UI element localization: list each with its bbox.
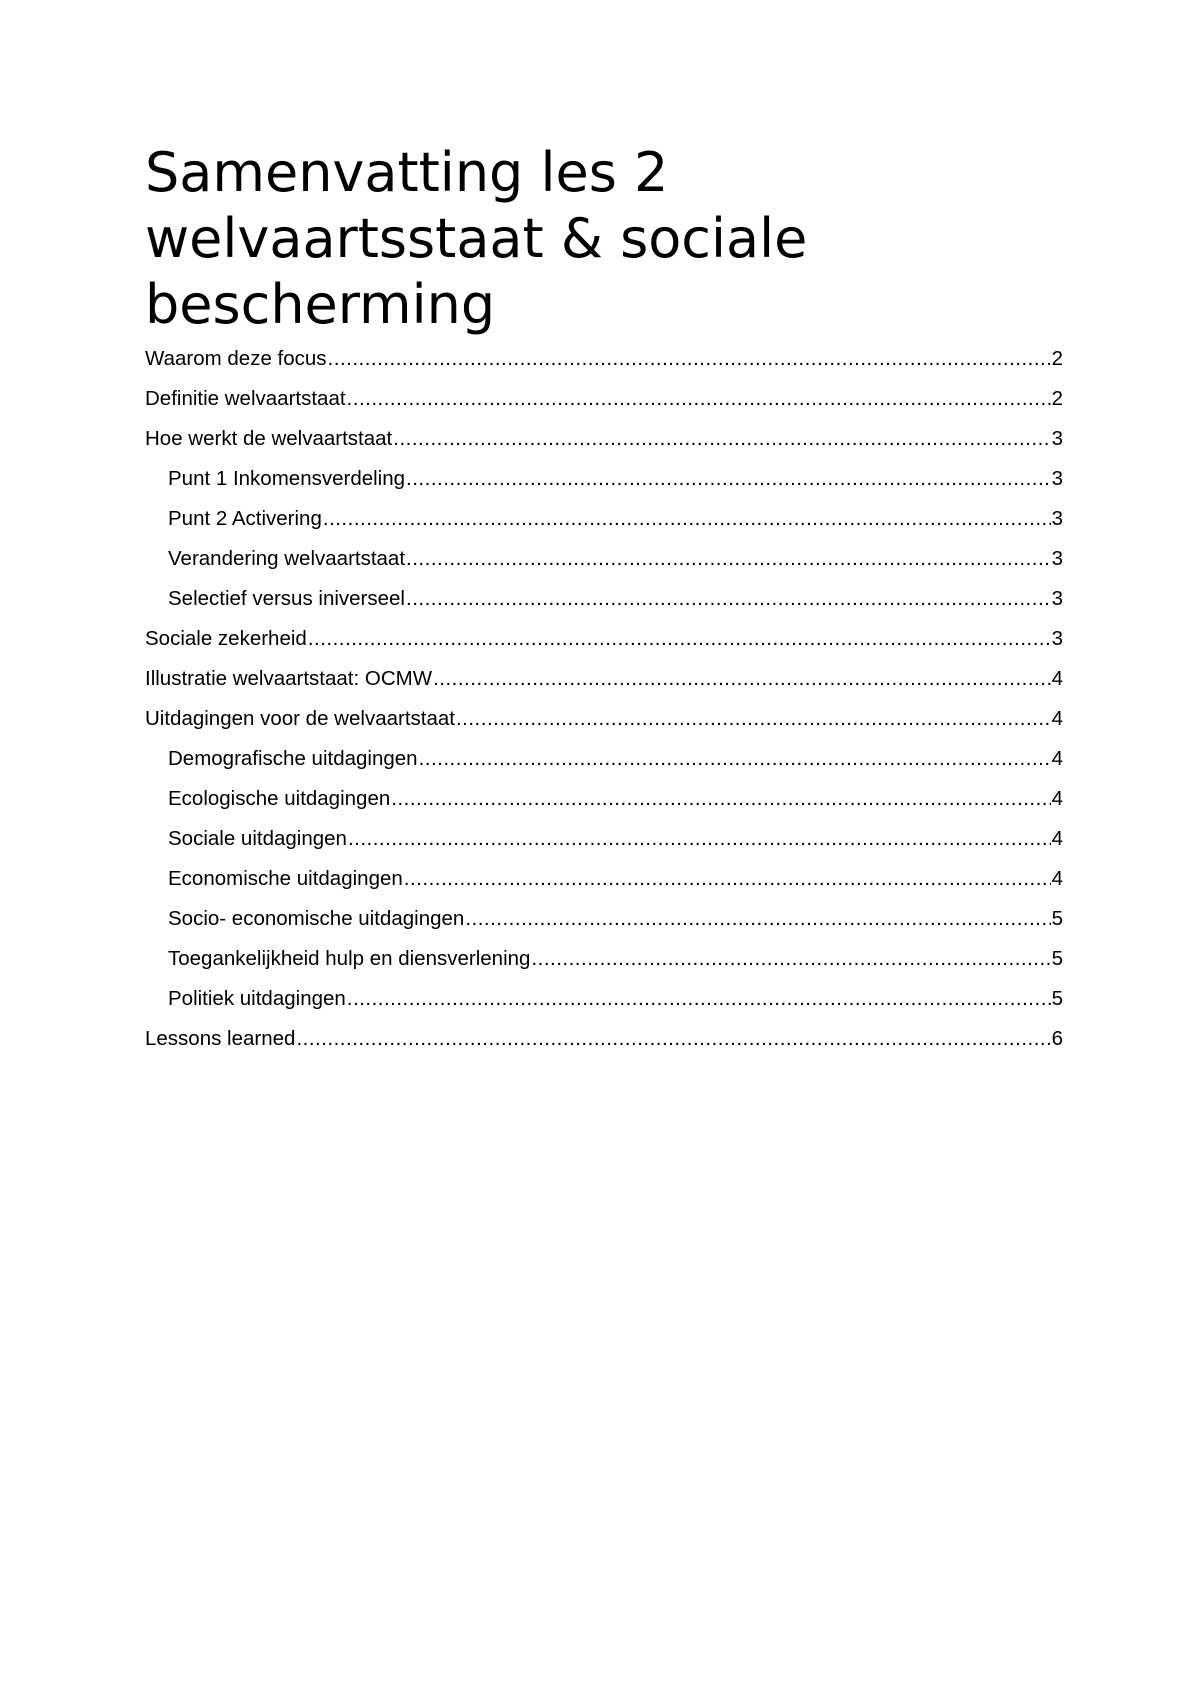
toc-entry-label: Selectief versus iniverseel bbox=[168, 587, 405, 610]
toc-entry-label: Waarom deze focus bbox=[145, 347, 327, 370]
toc-dot-leader bbox=[348, 819, 1051, 859]
toc-entry[interactable] bbox=[145, 819, 1063, 859]
toc-dot-leader bbox=[308, 619, 1051, 659]
toc-entry-page-number: 4 bbox=[1051, 827, 1063, 850]
toc-entry-label: Definitie welvaartstaat bbox=[145, 387, 346, 410]
toc-entry-page-number: 4 bbox=[1051, 667, 1063, 690]
toc-entry-label: Punt 2 Activering bbox=[168, 507, 322, 530]
title-line: bescherming bbox=[145, 273, 496, 336]
toc-entry-label: Ecologische uitdagingen bbox=[168, 787, 391, 810]
toc-dot-leader bbox=[406, 579, 1051, 619]
toc-entry[interactable] bbox=[145, 939, 1063, 979]
toc-entry-label: Economische uitdagingen bbox=[168, 867, 403, 890]
toc-entry[interactable] bbox=[145, 1019, 1063, 1059]
toc-entry-label: Illustratie welvaartstaat: OCMW bbox=[145, 667, 433, 690]
toc-entry[interactable] bbox=[145, 659, 1063, 699]
toc-entry-page-number: 3 bbox=[1051, 427, 1063, 450]
toc-dot-leader bbox=[323, 499, 1051, 539]
toc-entry[interactable] bbox=[145, 459, 1063, 499]
toc-dot-leader bbox=[456, 699, 1051, 739]
toc-entry-label: Toegankelijkheid hulp en diensverlening bbox=[168, 947, 531, 970]
toc-entry-label: Verandering welvaartstaat bbox=[168, 547, 406, 570]
toc-dot-leader bbox=[347, 979, 1051, 1019]
toc-entry[interactable] bbox=[145, 619, 1063, 659]
toc-entry-label: Demografische uitdagingen bbox=[168, 747, 418, 770]
toc-entry-page-number: 4 bbox=[1051, 707, 1063, 730]
toc-dot-leader bbox=[433, 659, 1051, 699]
toc-entry-label: Socio- economische uitdagingen bbox=[168, 907, 465, 930]
toc-entry-page-number: 3 bbox=[1051, 627, 1063, 650]
toc-entry-page-number: 3 bbox=[1051, 547, 1063, 570]
title-line: Samenvatting les 2 bbox=[145, 141, 669, 204]
toc-entry-label: Hoe werkt de welvaartstaat bbox=[145, 427, 393, 450]
toc-entry-page-number: 5 bbox=[1051, 987, 1063, 1010]
toc-dot-leader bbox=[328, 339, 1051, 379]
toc-entry-page-number: 3 bbox=[1051, 467, 1063, 490]
toc-entry[interactable] bbox=[145, 539, 1063, 579]
toc-entry-page-number: 4 bbox=[1051, 747, 1063, 770]
toc-entry-label: Lessons learned bbox=[145, 1027, 296, 1050]
toc-entry-label: Punt 1 Inkomensverdeling bbox=[168, 467, 406, 490]
document-title bbox=[145, 140, 1065, 338]
toc-dot-leader bbox=[404, 859, 1051, 899]
toc-entry[interactable] bbox=[145, 499, 1063, 539]
toc-entry-page-number: 3 bbox=[1051, 587, 1063, 610]
toc-entry-label: Sociale zekerheid bbox=[145, 627, 307, 650]
toc-entry[interactable] bbox=[145, 579, 1063, 619]
toc-dot-leader bbox=[391, 779, 1050, 819]
toc-entry[interactable] bbox=[145, 419, 1063, 459]
toc-dot-leader bbox=[419, 739, 1051, 779]
table-of-contents bbox=[145, 339, 1063, 1059]
toc-entry[interactable] bbox=[145, 779, 1063, 819]
toc-dot-leader bbox=[531, 939, 1050, 979]
toc-entry-page-number: 2 bbox=[1051, 387, 1063, 410]
toc-dot-leader bbox=[347, 379, 1051, 419]
toc-entry-page-number: 3 bbox=[1051, 507, 1063, 530]
toc-entry[interactable] bbox=[145, 379, 1063, 419]
toc-entry[interactable] bbox=[145, 979, 1063, 1019]
toc-entry-page-number: 4 bbox=[1051, 787, 1063, 810]
toc-dot-leader bbox=[465, 899, 1050, 939]
toc-entry-page-number: 4 bbox=[1051, 867, 1063, 890]
toc-entry[interactable] bbox=[145, 899, 1063, 939]
toc-entry[interactable] bbox=[145, 739, 1063, 779]
title-line: welvaartsstaat & sociale bbox=[145, 207, 808, 270]
toc-dot-leader bbox=[296, 1019, 1050, 1059]
toc-entry[interactable] bbox=[145, 339, 1063, 379]
toc-dot-leader bbox=[406, 459, 1051, 499]
toc-entry-page-number: 5 bbox=[1051, 907, 1063, 930]
toc-entry-label: Sociale uitdagingen bbox=[168, 827, 347, 850]
toc-entry-label: Uitdagingen voor de welvaartstaat bbox=[145, 707, 455, 730]
toc-entry-page-number: 6 bbox=[1051, 1027, 1063, 1050]
toc-entry-page-number: 5 bbox=[1051, 947, 1063, 970]
toc-entry-page-number: 2 bbox=[1051, 347, 1063, 370]
toc-entry[interactable] bbox=[145, 859, 1063, 899]
toc-dot-leader bbox=[393, 419, 1050, 459]
toc-entry-label: Politiek uitdagingen bbox=[168, 987, 346, 1010]
toc-entry[interactable] bbox=[145, 699, 1063, 739]
toc-dot-leader bbox=[406, 539, 1051, 579]
